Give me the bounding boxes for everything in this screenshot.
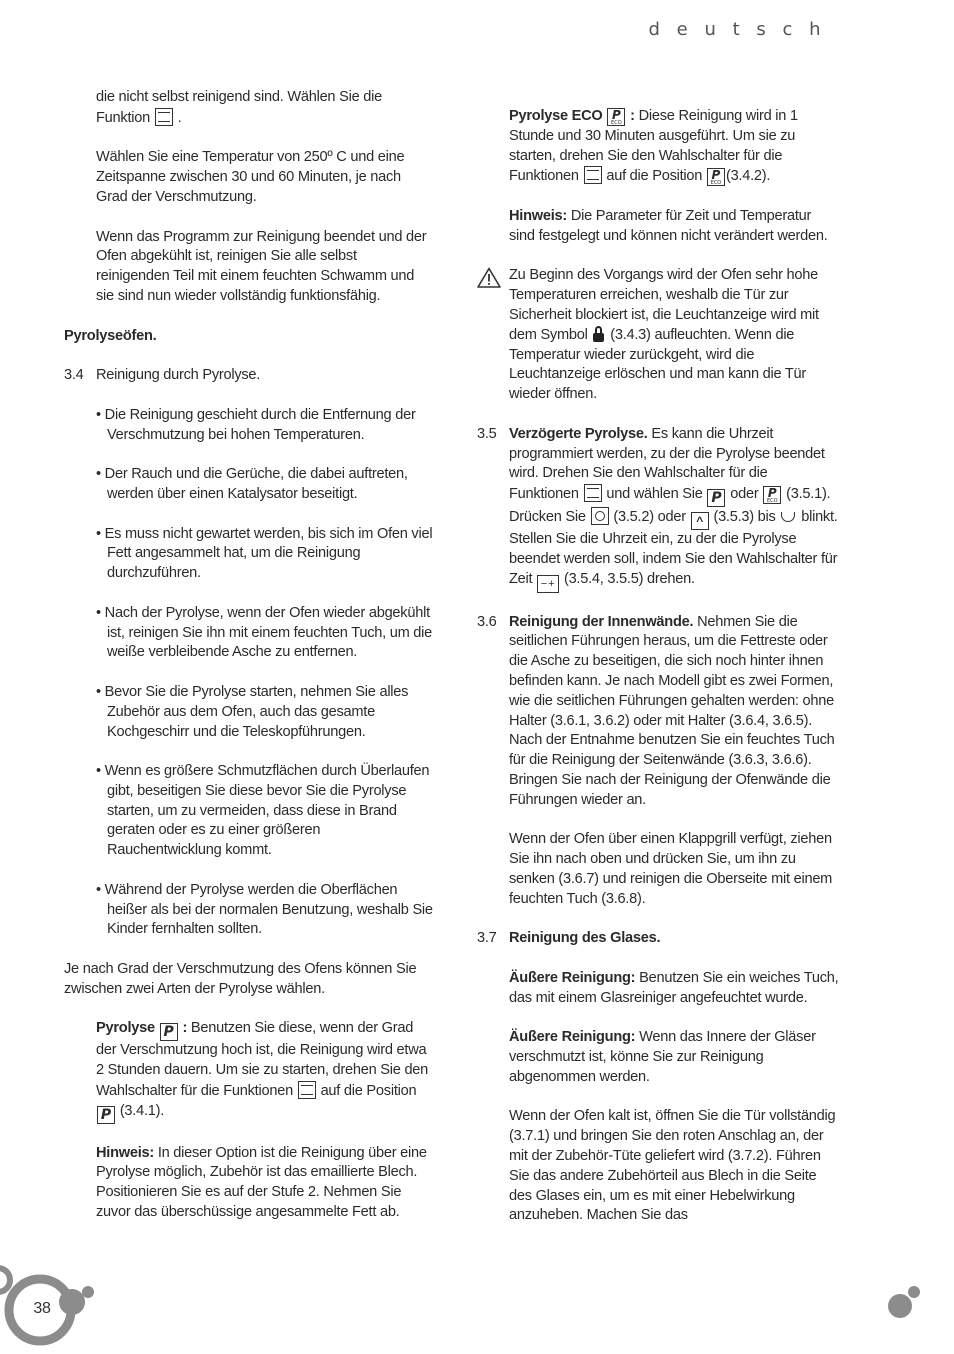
- pyrolysis-p-icon: P: [160, 1023, 178, 1041]
- warning-block: [477, 266, 839, 405]
- paragraph-inner-cleaning: [509, 1028, 839, 1087]
- paragraph-choice: Je nach Grad der Verschmutzung des Ofens können Sie zwischen zwei Arten der Pyrolyse wählen.: [64, 961, 417, 997]
- function-lines-icon: [584, 166, 602, 184]
- label: Pyrolyse ECO: [509, 108, 603, 124]
- text: Diese Reinigung wird in 1 Stunde und 30 Minuten ausgeführt. Um sie zu starten, drehen Sie den Wahlschalter für die Funktionen: [509, 108, 798, 185]
- text: In dieser Option ist die Reinigung über eine Pyrolyse möglich, Zubehör ist das emaillierte Blech. Positionieren Sie es auf der Stufe 2. Nehmen Sie zuvor das überschüssige angesammelte Fett ab.: [96, 1144, 427, 1221]
- list-item: • Wenn es größere Schmutzflächen durch Überlaufen gibt, beseitigen Sie diese bevor Sie die Pyrolyse starten, um zu vermeiden, dass diese in Brand geraten oder es zu einer größeren Rauchentwicklung kommt.: [96, 763, 430, 859]
- right-column: [477, 107, 839, 1246]
- heading-pyrolysis-ovens: Pyrolyseöfen.: [64, 327, 157, 344]
- text: .: [177, 109, 182, 126]
- paragraph-outer-cleaning: [509, 969, 839, 1009]
- label: Pyrolyse: [96, 1020, 155, 1037]
- text: oder: [730, 486, 759, 503]
- minus-plus-icon: −+: [537, 575, 559, 593]
- label: Hinweis:: [509, 207, 568, 224]
- section-number: 3.5: [477, 425, 497, 442]
- section-number: 3.6: [477, 613, 497, 630]
- label: Äußere Reinigung:: [509, 969, 636, 986]
- text: Benutzen Sie diese, wenn der Grad der Verschmutzung hoch ist, die Reinigung wird etwa 2 Stunden dauern. Um sie zu starten, drehen Sie den Wahlschalter für die Funktionen: [96, 1020, 429, 1100]
- label: :: [182, 1020, 188, 1037]
- label: Hinweis:: [96, 1144, 155, 1161]
- icon-letter: P: [711, 168, 721, 183]
- paragraph-cold-oven: Wenn der Ofen kalt ist, öffnen Sie die Tür vollständig (3.7.1) und bringen Sie den roten Anschlag an, der mit der Zubehör-Tüte geliefert wird (3.7.2). Führen Sie das andere Zubehörteil aus Blech in die Seite des Glases ein, um es mit einer Hebelwirkung anzuheben. Machen Sie das: [509, 1108, 836, 1224]
- list-item: • Bevor Sie die Pyrolyse starten, nehmen Sie alles Zubehör aus dem Ofen, auch das gesamte Kochgeschirr und die Teleskopführungen.: [96, 683, 409, 740]
- paragraph-temperature: Wählen Sie eine Temperatur von 250º C und eine Zeitspanne zwischen 30 und 60 Minuten, je nach Grad der Verschmutzung.: [96, 149, 405, 205]
- list-item: • Die Reinigung geschieht durch die Entfernung der Verschmutzung bei hohen Temperaturen.: [96, 406, 416, 443]
- pyrolysis-eco-icon: [763, 486, 781, 504]
- label: Äußere Reinigung:: [509, 1029, 636, 1046]
- section-title: Reinigung durch Pyrolyse.: [96, 367, 261, 384]
- text: und wählen Sie: [606, 486, 703, 503]
- pyrolysis-eco-icon: [707, 168, 725, 186]
- left-column: [64, 88, 434, 1243]
- chevron-up-icon: ^: [691, 512, 709, 530]
- pyrolysis-p-icon: P: [97, 1106, 115, 1124]
- text: Zu Beginn des Vorgangs wird der Ofen sehr hohe Temperaturen erreichen, weshalb die Tür zur Sicherheit blockiert ist, die Leuchtanzeige wird mit dem Symbol: [509, 267, 819, 343]
- text: Benutzen Sie ein weiches Tuch, das mit einem Glasreiniger angefeuchtet wurde.: [509, 969, 839, 1006]
- pyrolysis-eco-icon: [607, 108, 625, 126]
- function-lines-icon: [298, 1081, 316, 1099]
- paragraph-grill: Wenn der Ofen über einen Klappgrill verfügt, ziehen Sie ihn nach oben und drücken Sie, um ihn zu senken (3.6.7) und reinigen die Oberseite mit einem feuchten Tuch (3.6.8).: [509, 831, 833, 907]
- function-lines-icon: [584, 484, 602, 502]
- text: (3.4.1).: [119, 1102, 165, 1119]
- paragraph-note-2: [509, 207, 839, 247]
- section-title: Verzögerte Pyrolyse.: [509, 425, 648, 442]
- text: Funktion: [96, 109, 150, 126]
- language-label: d e u t s c h: [648, 19, 826, 40]
- text: (3.5.3) bis: [713, 509, 776, 526]
- text: (3.4.2).: [725, 168, 771, 185]
- pyrolysis-end-icon: [781, 512, 795, 522]
- warning-triangle-icon: [477, 266, 509, 405]
- icon-letter: P: [767, 486, 777, 501]
- paragraph-program-end: Wenn das Programm zur Reinigung beendet und der Ofen abgekühlt ist, reinigen Sie alle selbst reinigenden Teil mit einem feuchten Schwamm und sie sind nun wieder vollständig funktionsfähig.: [96, 228, 427, 304]
- section-number: 3.7: [477, 930, 497, 947]
- text: Die Parameter für Zeit und Temperatur sind festgelegt und können nicht verändert werden.: [509, 207, 828, 244]
- section-3-5: [477, 425, 839, 593]
- function-lines-icon: [155, 108, 173, 126]
- text: auf die Position: [606, 168, 703, 185]
- paragraph-function: [96, 88, 434, 129]
- corner-dots-decoration: [880, 1280, 920, 1324]
- text: Wenn das Innere der Gläser verschmutzt ist, könne Sie zur Reinigung abgenommen werden.: [509, 1029, 816, 1085]
- list-item: • Während der Pyrolyse werden die Oberflächen heißer als bei der normalen Benutzung, weshalb Sie Kinder fernhalten sollten.: [96, 881, 433, 938]
- section-title: Reinigung der Innenwände.: [509, 613, 694, 630]
- list-item: • Es muss nicht gewartet werden, bis sich im Ofen viel Fett angesammelt hat, um die Reinigung durchzuführen.: [96, 525, 433, 582]
- icon-sub: ECO: [767, 498, 778, 505]
- text: Nehmen Sie die seitlichen Führungen heraus, um die Fettreste oder die Asche zu beseitigen, die sich noch hinter ihnen befinden kann. Je nach Modell gibt es zwei Formen, wie die seitlichen Führungen gehalten werden: ohne Halter (3.6.1, 3.6.2) oder mit Halter (3.6.4, 3.6.5). Nach der Entnahme benutzen Sie ein feuchtes Tuch für die Reinigung der Seitenwände (3.6.3, 3.6.6). Bringen Sie nach der Reinigung der Ofenwände die Führungen wieder an.: [509, 613, 835, 808]
- text: (3.4.3) aufleuchten. Wenn die Temperatur wieder zurückgeht, wird die Leuchtanzeige erlöschen und man kann die Tür wieder öffnen.: [509, 326, 807, 403]
- text: die nicht selbst reinigend sind. Wählen Sie die: [96, 89, 382, 105]
- paragraph-pyrolysis-eco: [509, 107, 839, 187]
- pyrolysis-p-icon: P: [707, 489, 725, 507]
- section-3-4-heading: [64, 366, 434, 386]
- icon-letter: P: [611, 108, 621, 122]
- icon-sub: ECO: [611, 120, 622, 126]
- page-number: 38: [33, 1300, 51, 1317]
- text: (3.5.1). Drücken Sie: [509, 486, 831, 526]
- paragraph-pyrolysis: [96, 1019, 434, 1123]
- text: (3.5.2) oder: [613, 509, 686, 526]
- text: auf die Position: [320, 1083, 417, 1100]
- paragraph-note-1: [96, 1144, 434, 1223]
- section-number: 3.4: [64, 367, 84, 384]
- section-3-7-heading: [477, 929, 839, 949]
- list-item: • Nach der Pyrolyse, wenn der Ofen wieder abgekühlt ist, reinigen Sie ihn mit einem feuchten Tuch, um die weiße verbleibende Asche zu entfernen.: [96, 604, 433, 661]
- label: :: [630, 108, 635, 124]
- text: (3.5.4, 3.5.5) drehen.: [563, 570, 695, 587]
- text: blinkt. Stellen Sie die Uhrzeit ein, zu der die Pyrolyse beendet werden soll, indem Sie den Wahlschalter für Zeit: [509, 509, 838, 587]
- lock-icon: [593, 333, 604, 342]
- text: Es kann die Uhrzeit programmiert werden, zu der die Pyrolyse beendet wird. Drehen Sie den Wahlschalter für die Funktionen: [509, 425, 825, 503]
- list-item: • Der Rauch und die Gerüche, die dabei auftreten, werden über einen Katalysator beseitigt.: [96, 466, 408, 502]
- section-title: Reinigung des Glases.: [509, 930, 661, 947]
- section-3-6: [477, 613, 839, 811]
- clock-icon: [591, 507, 609, 525]
- icon-sub: ECO: [710, 180, 722, 187]
